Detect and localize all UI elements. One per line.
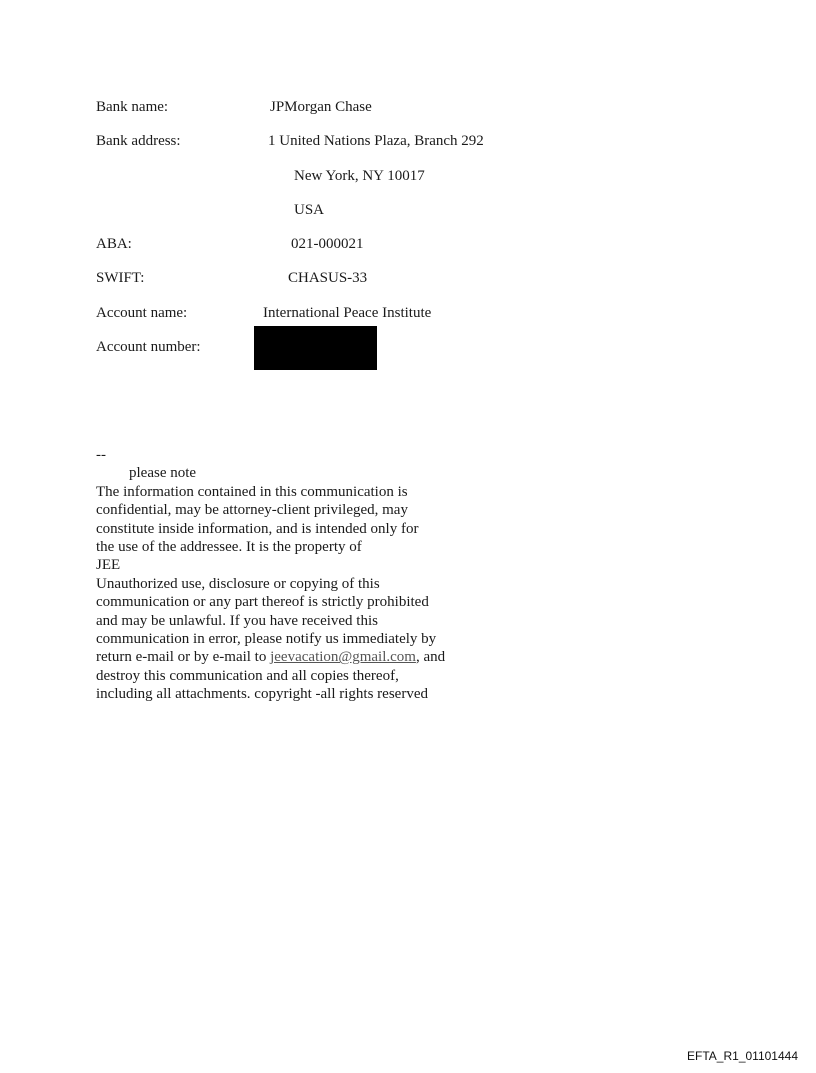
note-line: constitute inside information, and is intended only for bbox=[96, 520, 419, 537]
bank-address-line1: 1 United Nations Plaza, Branch 292 bbox=[268, 133, 484, 149]
account-number-label: Account number: bbox=[96, 339, 201, 355]
note-line: JEE bbox=[96, 557, 121, 574]
note-line: including all attachments. copyright -all rights reserved bbox=[96, 686, 428, 703]
aba-value: 021-000021 bbox=[291, 236, 364, 252]
swift-value: CHASUS-33 bbox=[288, 270, 368, 286]
note-line: The information contained in this communication is bbox=[96, 483, 408, 500]
bank-name-value: JPMorgan Chase bbox=[270, 99, 372, 115]
note-line: Unauthorized use, disclosure or copying of this bbox=[96, 575, 380, 592]
bank-name-label: Bank name: bbox=[96, 99, 169, 115]
account-name-value: International Peace Institute bbox=[263, 305, 432, 321]
note-heading: please note bbox=[129, 465, 197, 482]
bank-address-label: Bank address: bbox=[96, 133, 181, 149]
email-link[interactable]: jeevacation@gmail.com bbox=[270, 649, 416, 666]
account-name-label: Account name: bbox=[96, 305, 188, 321]
note-line: confidential, may be attorney-client privileged, may bbox=[96, 502, 408, 519]
note-separator: -- bbox=[96, 447, 106, 463]
note-text: return e-mail or by e-mail to bbox=[96, 649, 271, 666]
confidentiality-note bbox=[96, 446, 496, 703]
document-id: EFTA_R1_01101444 bbox=[687, 1049, 798, 1063]
note-text: , and bbox=[415, 649, 446, 666]
bank-address-line2: New York, NY 10017 bbox=[294, 168, 425, 184]
note-line: communication in error, please notify us immediately by bbox=[96, 630, 437, 647]
note-line-with-email bbox=[96, 648, 496, 666]
note-line: destroy this communication and all copies thereof, bbox=[96, 667, 399, 684]
bank-address-line3: USA bbox=[294, 202, 325, 218]
note-line: communication or any part thereof is strictly prohibited bbox=[96, 594, 429, 611]
account-number-redaction bbox=[254, 326, 377, 370]
aba-label: ABA: bbox=[96, 236, 132, 252]
note-line: and may be unlawful. If you have received this bbox=[96, 612, 378, 629]
swift-label: SWIFT: bbox=[96, 270, 145, 286]
note-line: the use of the addressee. It is the property of bbox=[96, 538, 362, 555]
